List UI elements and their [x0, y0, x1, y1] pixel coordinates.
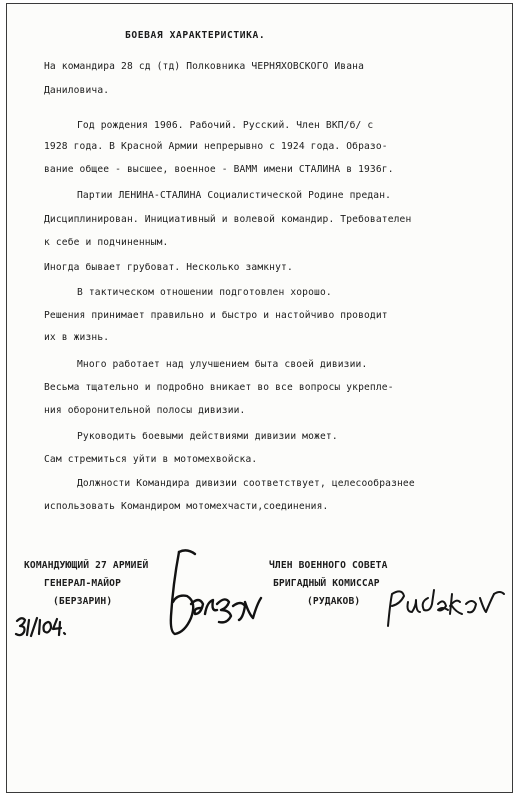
body-line: На командира 28 сд (тд) Полковника ЧЕРНЯХОВСКОГО Ивана: [44, 61, 364, 72]
body-line: ния оборонительной полосы дивизии.: [44, 405, 246, 416]
right-signatory-position: ЧЛЕН ВОЕННОГО СОВЕТА: [269, 560, 388, 571]
body-line: вание общее - высшее, военное - ВАММ имени СТАЛИНА в 1936г.: [44, 164, 394, 175]
body-line: Сам стремиться уйти в мотомехвойска.: [44, 454, 258, 465]
left-signatory-position: КОМАНДУЮЩИЙ 27 АРМИЕЙ: [24, 560, 149, 571]
handwritten-date: [13, 612, 69, 642]
left-signatory-name: (БЕРЗАРИН): [53, 596, 113, 607]
document-title: БОЕВАЯ ХАРАКТЕРИСТИКА.: [125, 30, 266, 41]
body-line: использовать Командиром мотомехчасти,соединения.: [44, 501, 329, 512]
body-line: их в жизнь.: [44, 332, 110, 343]
body-line: Решения принимает правильно и быстро и настойчиво проводит: [44, 310, 388, 321]
body-line: Много работает над улучшением быта своей дивизии.: [77, 359, 368, 370]
signature-rudakov: [382, 584, 510, 630]
body-line: Год рождения 1906. Рабочий. Русский. Член ВКП/б/ с: [77, 120, 374, 131]
right-signatory-name: (РУДАКОВ): [307, 596, 361, 607]
document-sheet: [6, 3, 513, 793]
body-line: Весьма тщательно и подробно вникает во все вопросы укрепле-: [44, 382, 394, 393]
right-signatory-rank: БРИГАДНЫЙ КОМИССАР: [273, 578, 380, 589]
body-line: Даниловича.: [44, 85, 110, 96]
signature-berzarin: [157, 544, 267, 644]
body-line: к себе и подчиненным.: [44, 237, 169, 248]
body-line: Партии ЛЕНИНА-СТАЛИНА Социалистической Родине предан.: [77, 190, 392, 201]
body-line: Дисциплинирован. Инициативный и волевой командир. Требователен: [44, 214, 412, 225]
body-line: 1928 года. В Красной Армии непрерывно с 1924 года. Образо-: [44, 141, 388, 152]
body-line: Должности Командира дивизии соответствует, целесообразнее: [77, 478, 415, 489]
left-signatory-rank: ГЕНЕРАЛ-МАЙОР: [44, 578, 122, 589]
body-line: Иногда бывает грубоват. Несколько замкнут.: [44, 262, 293, 273]
body-line: В тактическом отношении подготовлен хорошо.: [77, 287, 332, 298]
body-line: Руководить боевыми действиями дивизии может.: [77, 431, 338, 442]
